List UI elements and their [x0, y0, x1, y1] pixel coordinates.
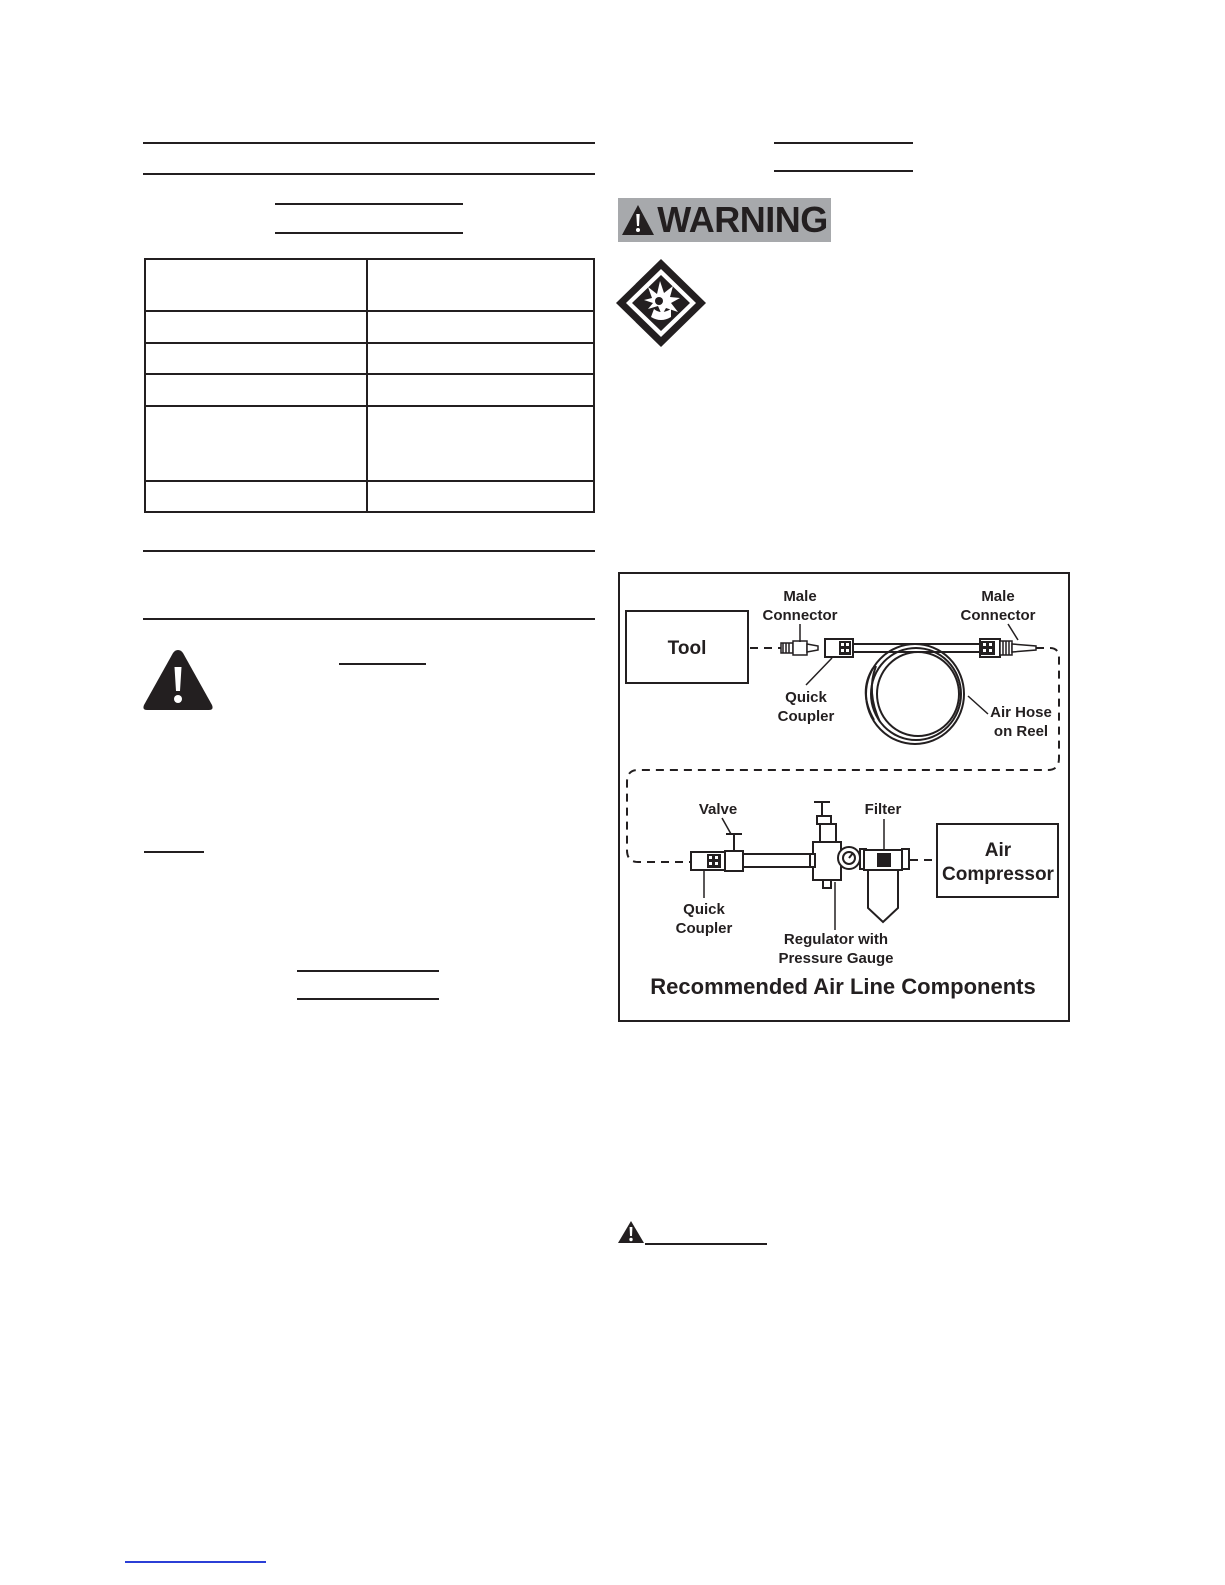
quick-coupler-bottom: [691, 852, 725, 870]
tool-label: Tool: [667, 638, 707, 659]
table-row: [145, 406, 594, 481]
section-rule-top: [143, 142, 595, 144]
quick-coupler-top-label-2: Coupler: [777, 708, 835, 725]
explosion-hazard-icon: [614, 257, 708, 349]
quick-coupler-right: [980, 639, 1000, 657]
section-rule-under-heading: [143, 173, 595, 175]
male-connector-right-label-2: Connector: [960, 607, 1036, 624]
caution-heading-underline: [339, 663, 426, 665]
table-row: [145, 481, 594, 512]
subheading-underline-4: [297, 998, 439, 1000]
male-connector-left-label-2: Connector: [762, 607, 838, 624]
diagram-caption: Recommended Air Line Components: [650, 974, 1036, 999]
warning-triangle-icon: [141, 647, 215, 713]
air-hose-label-1: Air Hose: [990, 704, 1052, 721]
air-compressor-label-2: Compressor: [942, 864, 1054, 885]
section-rule-2: [143, 550, 595, 552]
air-line-diagram: [618, 572, 1070, 1022]
table-row: [145, 343, 594, 374]
warning-triangle-icon: [621, 204, 655, 236]
subheading-underline-3: [297, 970, 439, 972]
male-connector-right-label-1: Male: [981, 588, 1015, 605]
filter-label: Filter: [864, 801, 902, 818]
regulator-label-2: Pressure Gauge: [778, 950, 894, 967]
notice-heading-underline: [645, 1243, 767, 1245]
air-hose-label-2: on Reel: [993, 723, 1049, 740]
table-row: [145, 311, 594, 343]
spec-table: [144, 258, 595, 513]
quick-coupler-top: [825, 639, 853, 657]
subheading-underline-1: [275, 203, 463, 205]
male-connector-left-label-1: Male: [783, 588, 817, 605]
subheading-underline-2: [275, 232, 463, 234]
valve-label: Valve: [698, 801, 738, 818]
warning-badge: [618, 198, 831, 242]
right-heading-underline-2: [774, 170, 913, 172]
regulator-label-1: Regulator with: [783, 931, 889, 948]
table-row: [145, 374, 594, 406]
warning-label: WARNING: [657, 199, 828, 240]
right-heading-underline-1: [774, 142, 913, 144]
section-rule-3: [143, 618, 595, 620]
quick-coupler-bottom-label-2: Coupler: [675, 920, 733, 937]
warning-triangle-icon: [617, 1220, 645, 1244]
air-compressor-label-1: Air: [984, 840, 1012, 861]
table-row: [145, 259, 594, 311]
pipe: [743, 854, 810, 867]
quick-coupler-bottom-label-1: Quick: [683, 901, 725, 918]
quick-coupler-top-label-1: Quick: [785, 689, 827, 706]
footer-link-underline[interactable]: [125, 1561, 266, 1563]
note-underline: [144, 851, 204, 853]
